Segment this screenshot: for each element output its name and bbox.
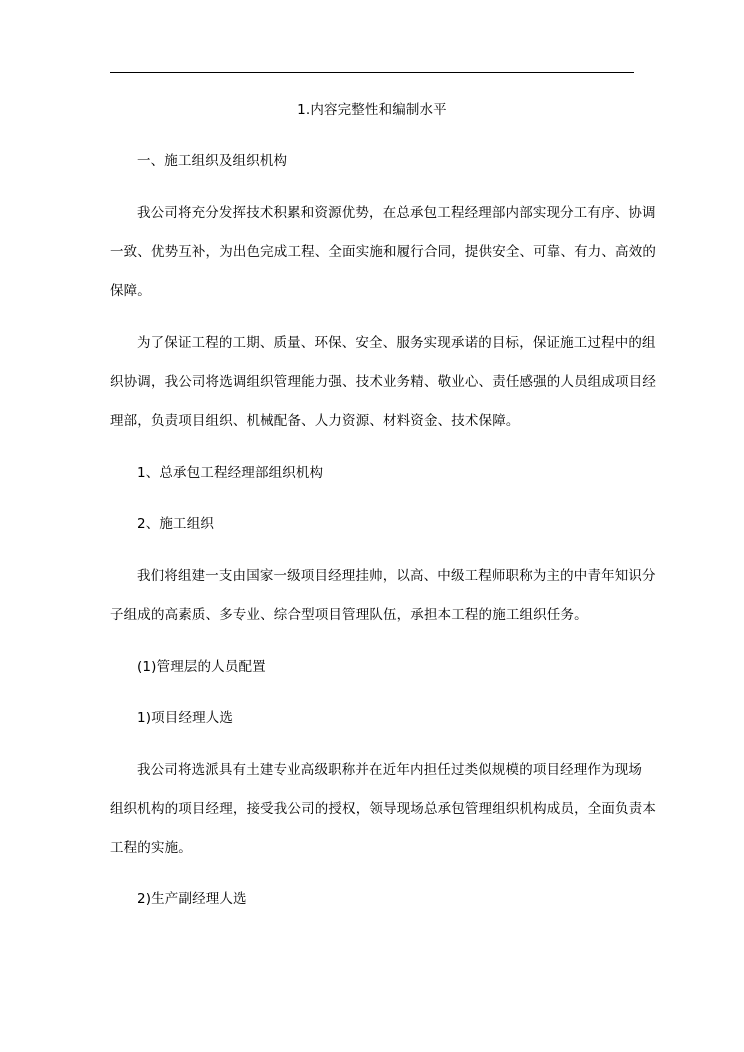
heading-organization: 一、施工组织及组织机构	[137, 153, 288, 169]
paragraph-4-line-1: 我公司将选派具有土建专业高级职称并在近年内担任过类似规模的项目经理作为现场	[137, 762, 643, 778]
section-title: 1.内容完整性和编制水平	[297, 102, 447, 118]
sub-heading-management: (1)管理层的人员配置	[137, 659, 266, 675]
paragraph-3-line-1: 我们将组建一支由国家一级项目经理挂帅，以高、中级工程师职称为主的中青年知识分	[137, 568, 656, 584]
paragraph-3-line-2: 子组成的高素质、多专业、综合型项目管理队伍，承担本工程的施工组织任务。	[110, 607, 588, 623]
paragraph-2-line-1: 为了保证工程的工期、质量、环保、安全、服务实现承诺的目标，保证施工过程中的组	[137, 335, 656, 351]
paragraph-2-line-3: 理部，负责项目组织、机械配备、人力资源、材料资金、技术保障。	[110, 413, 520, 429]
list-item-2: 2、施工组织	[137, 516, 214, 532]
header-rule	[110, 72, 634, 73]
paragraph-4-line-3: 工程的实施。	[110, 840, 192, 856]
list-item-1: 1、总承包工程经理部组织机构	[137, 465, 324, 481]
paragraph-1-line-1: 我公司将充分发挥技术积累和资源优势，在总承包工程经理部内部实现分工有序、协调	[137, 205, 656, 221]
sub-heading-project-manager: 1)项目经理人选	[137, 710, 234, 726]
paragraph-2-line-2: 织协调，我公司将选调组织管理能力强、技术业务精、敬业心、责任感强的人员组成项目经	[110, 374, 656, 390]
paragraph-4-line-2: 组织机构的项目经理，接受我公司的授权，领导现场总承包管理组织机构成员，全面负责本	[110, 801, 656, 817]
paragraph-1-line-2: 一致、优势互补，为出色完成工程、全面实施和履行合同，提供安全、可靠、有力、高效的	[110, 244, 656, 260]
sub-heading-deputy-manager: 2)生产副经理人选	[137, 891, 247, 907]
paragraph-1-line-3: 保障。	[110, 283, 151, 299]
